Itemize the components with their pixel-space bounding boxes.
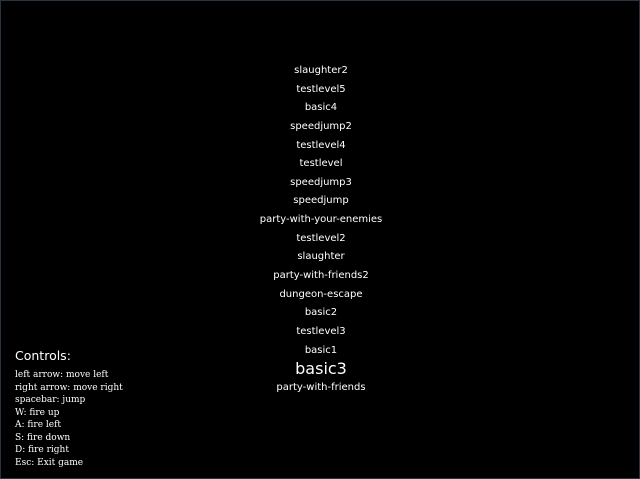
level-item-selected[interactable]: basic3 bbox=[295, 359, 347, 379]
level-item[interactable]: speedjump3 bbox=[290, 176, 352, 188]
control-line: left arrow: move left bbox=[15, 370, 109, 380]
control-line: Esc: Exit game bbox=[15, 457, 84, 468]
level-item[interactable]: basic4 bbox=[304, 102, 338, 114]
level-item[interactable]: testlevel5 bbox=[296, 83, 346, 95]
controls-title: Controls: bbox=[15, 348, 71, 363]
level-item[interactable]: basic1 bbox=[304, 344, 338, 356]
level-item[interactable]: party-with-friends bbox=[276, 381, 366, 393]
control-line: spacebar: jump bbox=[15, 395, 86, 405]
level-item[interactable]: speedjump bbox=[293, 195, 349, 207]
level-item[interactable]: party-with-your-enemies bbox=[259, 214, 383, 226]
level-item[interactable]: testlevel2 bbox=[296, 232, 346, 244]
level-item[interactable]: slaughter2 bbox=[294, 65, 348, 76]
level-item[interactable]: testlevel bbox=[299, 158, 343, 170]
level-item[interactable]: dungeon-escape bbox=[279, 288, 363, 300]
controls-panel bbox=[15, 347, 123, 469]
controls-list bbox=[15, 369, 123, 469]
control-line: A: fire left bbox=[15, 420, 62, 430]
level-item[interactable]: speedjump2 bbox=[290, 120, 352, 132]
level-item[interactable]: party-with-friends2 bbox=[273, 270, 369, 282]
control-line: D: fire right bbox=[15, 445, 69, 455]
level-item[interactable]: slaughter bbox=[297, 251, 345, 263]
control-line: S: fire down bbox=[15, 432, 71, 443]
level-item[interactable]: basic2 bbox=[304, 307, 338, 319]
control-line: right arrow: move right bbox=[15, 382, 123, 393]
level-item[interactable]: testlevel3 bbox=[296, 325, 346, 337]
control-line: W: fire up bbox=[15, 407, 60, 418]
level-item[interactable]: testlevel4 bbox=[296, 139, 346, 151]
